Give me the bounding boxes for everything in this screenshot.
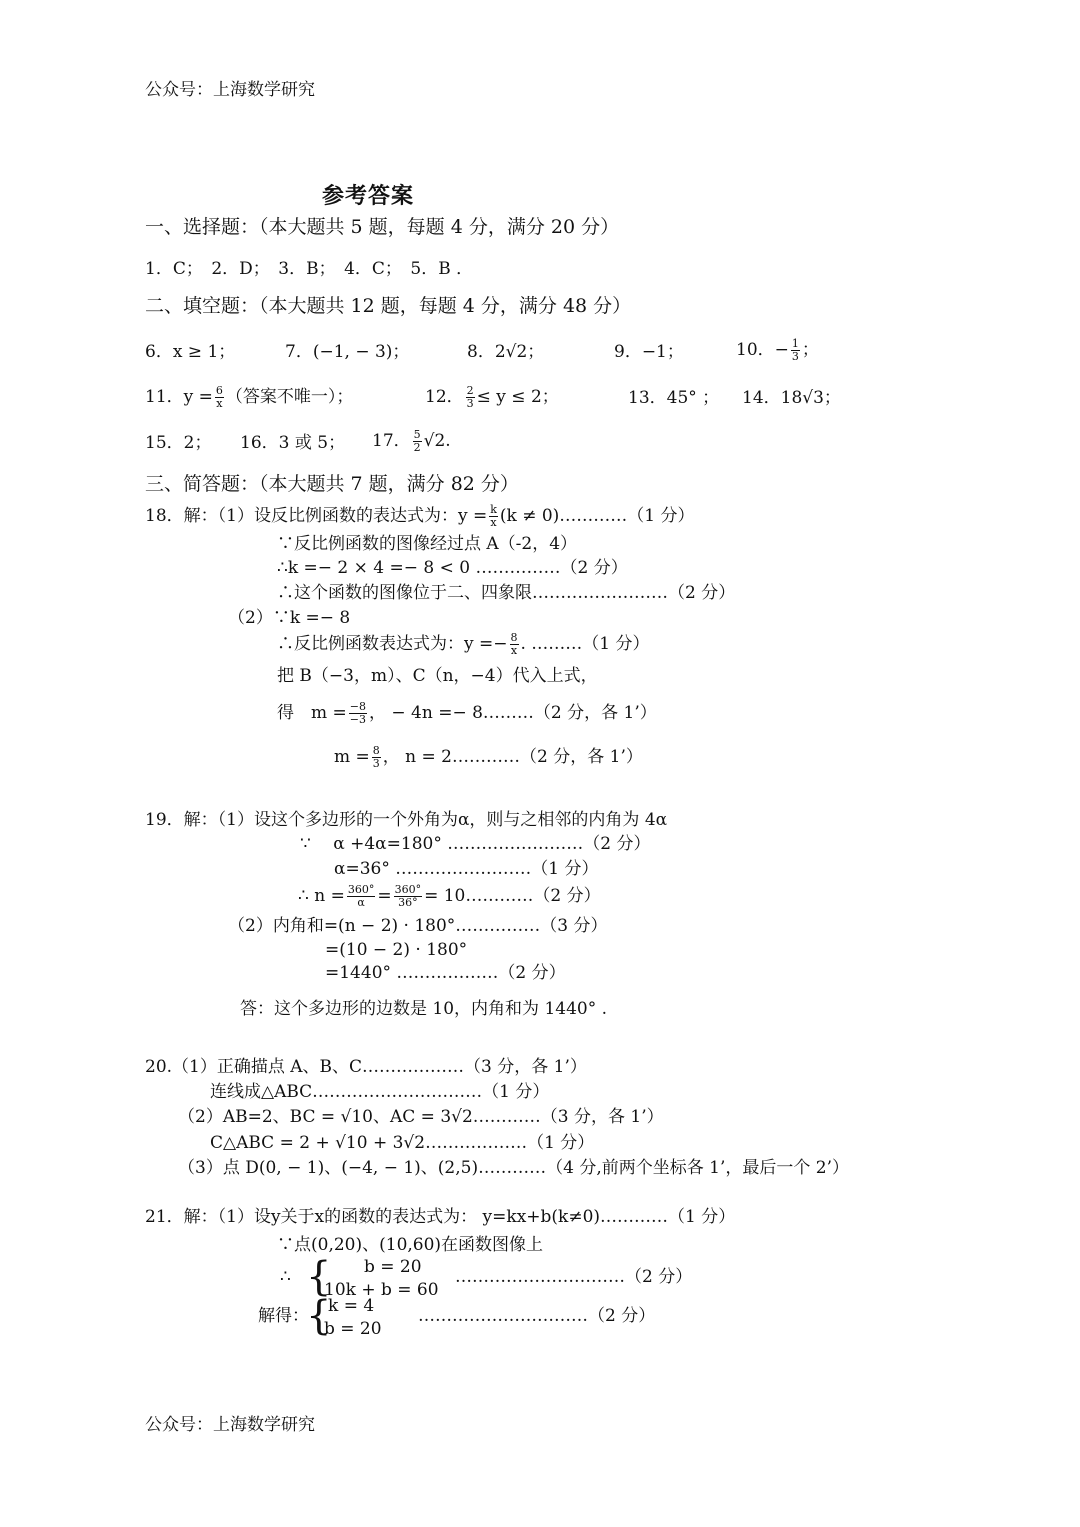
answer-8: 8．2√2； [467,342,545,362]
q20-line1: 20.（1）正确描点 A、B、C………………（3 分，各 1’） [145,1057,587,1077]
q19-line6: =(10 − 2) · 180° [325,940,468,960]
section-short-answer-heading: 三、简答题：（本大题共 7 题，满分 82 分） [145,473,519,495]
q18-line1: 18．解：（1）设反比例函数的表达式为：y = $\frac{k}{x}$ (k ≠ 0)…………（1 分） [145,503,695,529]
q19-line3: α=36° ……………………（1 分） [334,859,599,879]
q19-line4: ∴ n = $\frac{360^\circ}{\alpha}$ = $\frac{360^\circ}{36^\circ}$ = 10…………（2 分） [298,883,601,909]
q21-therefore: ∴ [280,1267,291,1287]
page-header: 公众号：上海数学研究 [145,80,315,100]
q19-line1: 19．解：（1）设这个多边形的一个外角为α，则与之相邻的内角为 4α [145,810,668,830]
q19-line7: =1440° ………………（2 分） [325,963,566,983]
section-fill-heading: 二、填空题：（本大题共 12 题，每题 4 分，满分 48 分） [145,295,632,317]
page-title: 参考答案 [322,183,415,209]
system-brace-1: { [306,1254,332,1300]
choice-answers: 1．C； 2．D； 3．B； 4．C； 5．B ． [145,259,474,279]
q20-line5: （3）点 D(0, − 1)、(−4, − 1)、(2,5)…………（4 分,前两个坐标各 1’，最后一个 2’） [178,1158,849,1178]
q21-eq2: 10k + b = 60 [324,1280,439,1300]
q18-line8: 得 m = $\frac{-8}{-3}$ ， − 4n =− 8………（2 分，各 1’） [277,700,657,726]
q18-line6: ∴反比例函数表达式为：y =− $\frac{8}{x}$ . ………（1 分） [277,631,650,657]
answer-10: 10．− $\frac{1}{3}$ ； [736,337,819,363]
answer-12: 12． $\frac{2}{3}$ ≤ y ≤ 2； [425,384,559,410]
page-footer: 公众号：上海数学研究 [145,1415,315,1435]
q20-line3: （2）AB=2、BC = √10、AC = 3√2…………（3 分，各 1’） [178,1107,664,1127]
q21-eq1: b = 20 [364,1257,422,1277]
section-choice-heading: 一、选择题：（本大题共 5 题，每题 4 分，满分 20 分） [145,216,620,238]
q20-line2: 连线成△ABC…………………………（1 分） [210,1082,550,1102]
q18-line5: （2）∵k =− 8 [228,608,351,628]
q19-line2: ∵ α +4α=180° ……………………（2 分） [300,834,651,854]
answer-6: 6．x ≥ 1； [145,342,236,362]
answer-7: 7．(−1, − 3)； [285,342,410,362]
system-brace-2: { [306,1293,332,1339]
answer-14: 14．18√3； [742,388,841,408]
answer-13: 13．45° ； [628,388,720,408]
q18-line7: 把 B（−3，m）、C（n，−4）代入上式， [277,666,598,686]
q21-sol2: b = 20 [324,1319,382,1339]
q19-line5: （2）内角和=(n − 2) · 180°……………（3 分） [228,916,608,936]
q19-line8: 答：这个多边形的边数是 10，内角和为 1440° . [240,999,608,1019]
q21-sol1: k = 4 [328,1296,375,1316]
answer-9: 9．−1； [614,342,684,362]
answer-17: 17． $\frac{5}{2}$ √2. [372,428,451,454]
q18-line4: ∴这个函数的图像位于二、四象限……………………（2 分） [277,583,736,603]
answer-15: 15．2； [145,433,212,453]
q18-line3: ∴k =− 2 × 4 =− 8 < 0 ……………（2 分） [277,558,628,578]
q21-solve-label: 解得： [258,1306,309,1326]
answer-16: 16．3 或 5； [240,433,346,453]
q20-line4: C△ABC = 2 + √10 + 3√2………………（1 分） [210,1133,595,1153]
q18-line2: ∵反比例函数的图像经过点 A（-2，4） [277,534,578,554]
q21-sol-score: …………………………（2 分） [418,1306,656,1326]
q21-line1: 21．解：（1）设y关于x的函数的表达式为： y=kx+b(k≠0)…………（1 分） [145,1207,736,1227]
q21-line2: ∵点(0,20)、(10,60)在函数图像上 [277,1235,544,1255]
q21-eq-score1: …………………………（2 分） [455,1267,693,1287]
answer-11: 11．y = $\frac{6}{x}$ （答案不唯一）； [145,384,354,410]
q18-line9: m = $\frac{8}{3}$ ， n = 2…………（2 分，各 1’） [334,744,643,770]
